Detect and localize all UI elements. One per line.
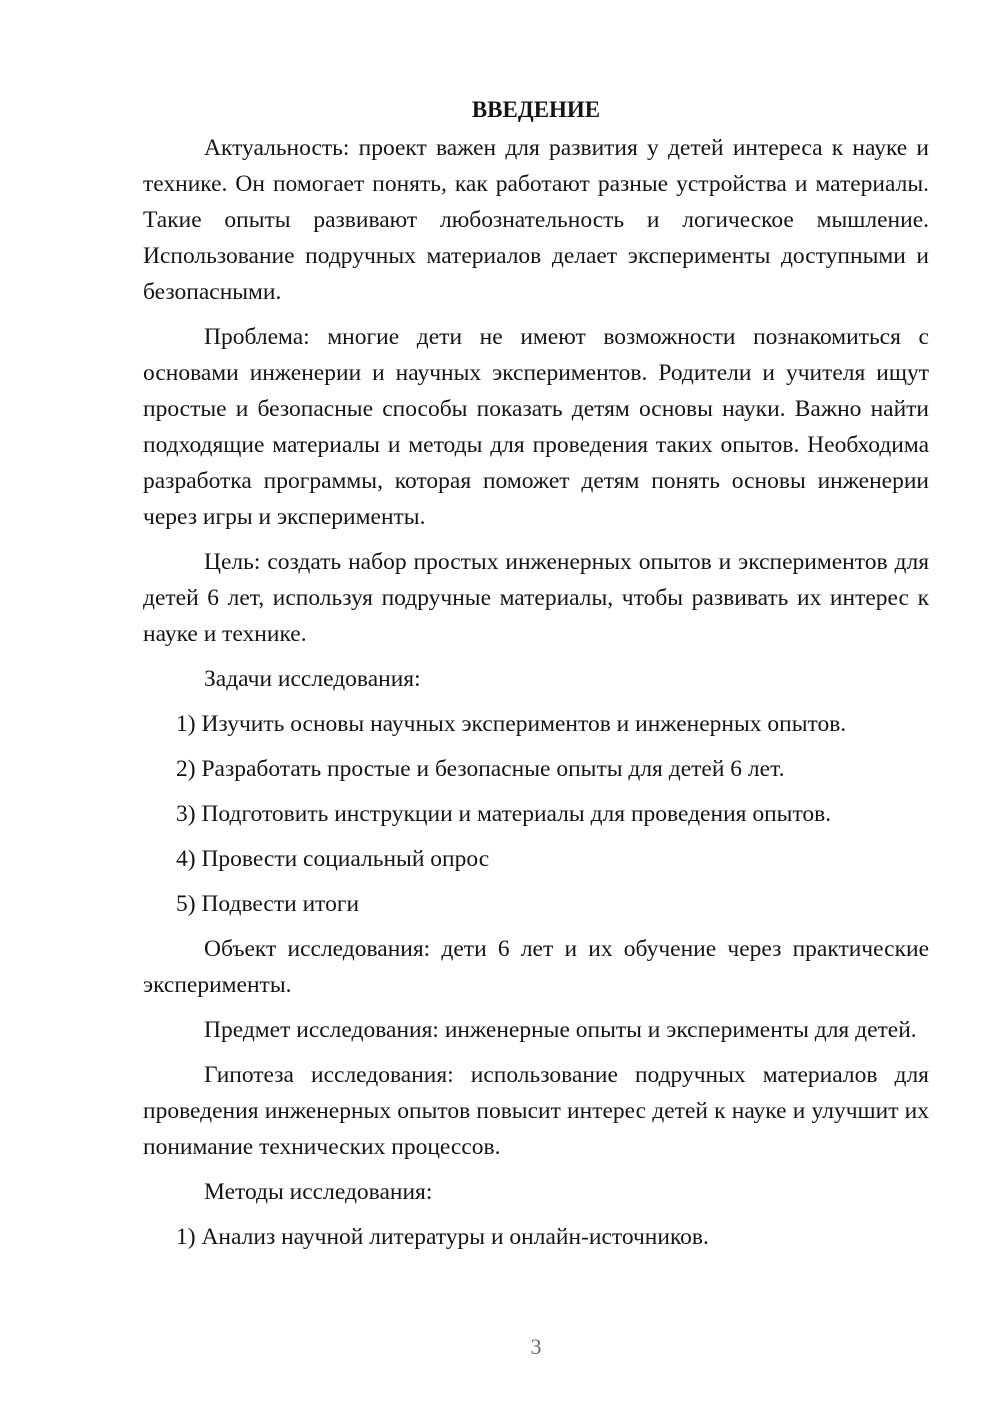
list-item: 1) Анализ научной литературы и онлайн-источников. <box>176 1224 709 1250</box>
relevance-paragraph: Актуальность: проект важен для развития у детей интереса к науке и технике. Он помогает понять, как работают разные устройства и материалы. Такие опыты развивают любознательность и логическое мышление. Использование подручных материалов делает эксперименты доступными и безопасными. <box>143 135 929 305</box>
list-item: 4) Провести социальный опрос <box>176 846 490 872</box>
tasks-list <box>143 706 929 922</box>
goal-paragraph: Цель: создать набор простых инженерных опытов и экспериментов для детей 6 лет, используя подручные материалы, чтобы развивать их интерес к науке и технике. <box>143 549 929 647</box>
list-item: 5) Подвести итоги <box>176 891 360 917</box>
tasks-heading: Задачи исследования: <box>204 666 421 692</box>
hypothesis-paragraph: Гипотеза исследования: использование подручных материалов для проведения инженерных опытов повысит интерес детей к науке и улучшит их понимание технических процессов. <box>143 1062 929 1160</box>
document-page <box>143 92 929 1264</box>
section-title: ВВЕДЕНИЕ <box>471 97 601 122</box>
list-item: 1) Изучить основы научных экспериментов и инженерных опытов. <box>176 711 847 737</box>
methods-list <box>143 1219 929 1255</box>
object-paragraph: Объект исследования: дети 6 лет и их обучение через практические эксперименты. <box>143 936 929 998</box>
methods-heading: Методы исследования: <box>204 1179 433 1205</box>
subject-paragraph: Предмет исследования: инженерные опыты и эксперименты для детей. <box>204 1017 917 1043</box>
list-item: 2) Разработать простые и безопасные опыты для детей 6 лет. <box>176 756 785 782</box>
page-number: 3 <box>530 1334 542 1359</box>
problem-paragraph: Проблема: многие дети не имеют возможности познакомиться с основами инженерии и научных экспериментов. Родители и учителя ищут простые и безопасные способы показать детям основы науки. Важно найти подходящие материалы и методы для проведения таких опытов. Необходима разработка программы, которая поможет детям понять основы инженерии через игры и эксперименты. <box>143 324 929 530</box>
list-item: 3) Подготовить инструкции и материалы для проведения опытов. <box>176 801 832 827</box>
